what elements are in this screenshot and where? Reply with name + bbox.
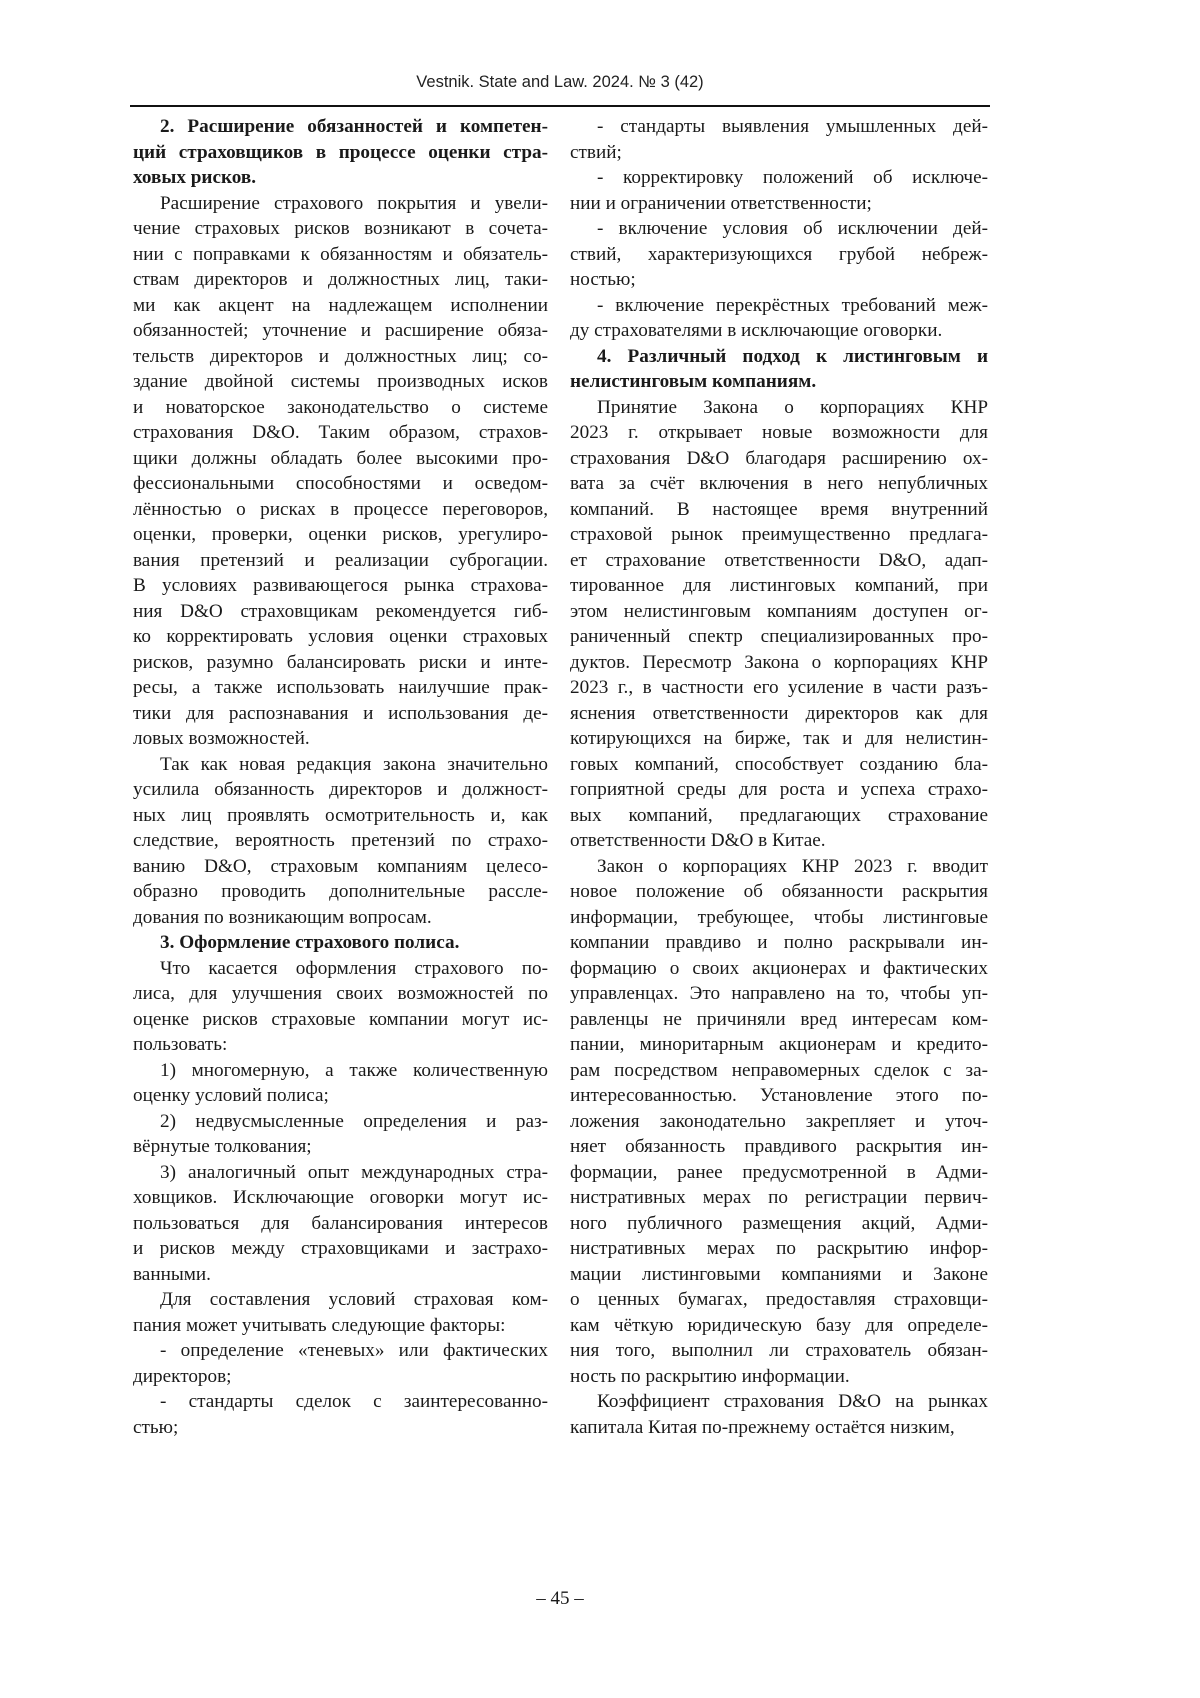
text-line: рам посредством неправомерных сделок с за-: [570, 1058, 988, 1084]
text-line: страхования D&O благодаря расширению ох-: [570, 446, 988, 472]
text-line: ванию D&O, страховым компаниям целесо-: [133, 854, 548, 880]
text-line: нии и ограничении ответственности;: [570, 191, 988, 217]
text-line: Принятие Закона о корпорациях КНР: [570, 395, 988, 421]
text-line: ность по раскрытию информации.: [570, 1364, 988, 1390]
text-line: дуктов. Пересмотр Закона о корпорациях КНР: [570, 650, 988, 676]
text-line: новое положение об обязанности раскрытия: [570, 879, 988, 905]
text-line: 1) многомерную, а также количественную: [133, 1058, 548, 1084]
text-line: - определение «теневых» или фактических: [133, 1338, 548, 1364]
text-line: мации листинговыми компаниями и Законе: [570, 1262, 988, 1288]
text-line: ет страхование ответственности D&O, адап-: [570, 548, 988, 574]
text-line: страховой рынок преимущественно предлага-: [570, 522, 988, 548]
text-line: - стандарты сделок с заинтересованно-: [133, 1389, 548, 1415]
text-line: - стандарты выявления умышленных дей-: [570, 114, 988, 140]
text-line: ствий, характеризующихся грубой небреж-: [570, 242, 988, 268]
header-rule: [130, 105, 990, 107]
text-line: чение страховых рисков возникают в сочета-: [133, 216, 548, 242]
paragraph: [133, 1109, 548, 1160]
text-line: 2023 г., в частности его усиление в части разъ-: [570, 675, 988, 701]
text-line: образно проводить дополнительные рассле-: [133, 879, 548, 905]
text-line: и новаторское законодательство о системе: [133, 395, 548, 421]
paragraph: [133, 191, 548, 752]
text-line: няет обязанность правдивого раскрытия ин-: [570, 1134, 988, 1160]
text-line: ностью;: [570, 267, 988, 293]
text-line: ховых рисков.: [133, 165, 548, 191]
text-line: пользовать:: [133, 1032, 548, 1058]
text-line: вёрнутые толкования;: [133, 1134, 548, 1160]
text-line: ловых возможностей.: [133, 726, 548, 752]
paragraph: [133, 1338, 548, 1389]
text-line: 2) недвусмысленные определения и раз-: [133, 1109, 548, 1135]
text-line: ко корректировать условия оценки страховых: [133, 624, 548, 650]
text-line: - включение условия об исключении дей-: [570, 216, 988, 242]
text-line: 2023 г. открывает новые возможности для: [570, 420, 988, 446]
text-line: оценке рисков страховые компании могут ис-: [133, 1007, 548, 1033]
paragraph: [570, 395, 988, 854]
text-line: директоров;: [133, 1364, 548, 1390]
text-line: рисков, разумно балансировать риски и инте-: [133, 650, 548, 676]
text-line: 3) аналогичный опыт международных стра-: [133, 1160, 548, 1186]
paragraph: [570, 114, 988, 165]
text-line: о ценных бумагах, предоставляя страховщи-: [570, 1287, 988, 1313]
text-line: Коэффициент страхования D&O на рынках: [570, 1389, 988, 1415]
text-line: компании правдиво и полно раскрывали ин-: [570, 930, 988, 956]
text-line: ного публичного размещения акций, Адми-: [570, 1211, 988, 1237]
text-line: лиса, для улучшения своих возможностей по: [133, 981, 548, 1007]
text-line: вания претензий и реализации суброгации.: [133, 548, 548, 574]
text-line: ресы, а также использовать наилучшие прак-: [133, 675, 548, 701]
text-line: нии с поправками к обязанностям и обязатель-: [133, 242, 548, 268]
text-line: - корректировку положений об исключе-: [570, 165, 988, 191]
text-line: ванными.: [133, 1262, 548, 1288]
text-line: ния D&O страховщикам рекомендуется гиб-: [133, 599, 548, 625]
text-line: нистративных мерах по раскрытию инфор-: [570, 1236, 988, 1262]
text-line: формации, ранее предусмотренной в Адми-: [570, 1160, 988, 1186]
text-line: здание двойной системы производных исков: [133, 369, 548, 395]
text-line: равленцы не причиняли вред интересам ком-: [570, 1007, 988, 1033]
text-line: котирующихся на бирже, так и для нелистин-: [570, 726, 988, 752]
paragraph: [570, 216, 988, 293]
text-line: - включение перекрёстных требований меж-: [570, 293, 988, 319]
text-line: оценку условий полиса;: [133, 1083, 548, 1109]
text-line: ду страхователями в исключающие оговорки.: [570, 318, 988, 344]
text-line: ций страховщиков в процессе оценки стра-: [133, 140, 548, 166]
text-line: капитала Китая по-прежнему остаётся низким,: [570, 1415, 988, 1441]
text-line: Расширение страхового покрытия и увели-: [133, 191, 548, 217]
paragraph: [133, 956, 548, 1058]
running-header: Vestnik. State and Law. 2024. № 3 (42): [130, 73, 990, 92]
text-line: обязанностей; уточнение и расширение обяза-: [133, 318, 548, 344]
text-line: 4. Различный подход к листинговым и: [570, 344, 988, 370]
text-line: яснения ответственности директоров как для: [570, 701, 988, 727]
text-line: В условиях развивающегося рынка страхова-: [133, 573, 548, 599]
text-line: пании, миноритарным акционерам и кредито-: [570, 1032, 988, 1058]
text-line: ответственности D&O в Китае.: [570, 828, 988, 854]
text-line: 2. Расширение обязанностей и компетен-: [133, 114, 548, 140]
text-line: нелистинговым компаниям.: [570, 369, 988, 395]
right-column: [570, 114, 988, 1440]
paragraph: [133, 1287, 548, 1338]
paragraph: [133, 1389, 548, 1440]
text-line: дования по возникающим вопросам.: [133, 905, 548, 931]
text-line: стью;: [133, 1415, 548, 1441]
text-line: щики должны обладать более высокими про-: [133, 446, 548, 472]
section-heading: [570, 344, 988, 395]
section-heading: [133, 114, 548, 191]
paragraph: [133, 1160, 548, 1288]
paragraph: [570, 293, 988, 344]
text-line: этом нелистинговым компаниям доступен ог-: [570, 599, 988, 625]
text-line: тированное для листинговых компаний, при: [570, 573, 988, 599]
text-line: Что касается оформления страхового по-: [133, 956, 548, 982]
text-line: нистративных мерах по регистрации первич-: [570, 1185, 988, 1211]
text-line: лённостью о рисках в процессе переговоров,: [133, 497, 548, 523]
text-line: тики для распознавания и использования де-: [133, 701, 548, 727]
text-line: ховщиков. Исключающие оговорки могут ис-: [133, 1185, 548, 1211]
text-line: пользоваться для балансирования интересов: [133, 1211, 548, 1237]
text-line: оценки, проверки, оценки рисков, урегулиро-: [133, 522, 548, 548]
text-line: раниченный спектр специализированных про-: [570, 624, 988, 650]
paragraph: [570, 165, 988, 216]
text-line: следствие, вероятность претензий по страхо-: [133, 828, 548, 854]
text-line: кам чёткую юридическую базу для определе-: [570, 1313, 988, 1339]
paragraph: [570, 854, 988, 1390]
text-line: информации, требующее, чтобы листинговые: [570, 905, 988, 931]
paragraph: [133, 1058, 548, 1109]
text-line: ми как акцент на надлежащем исполнении: [133, 293, 548, 319]
text-line: 3. Оформление страхового полиса.: [133, 930, 548, 956]
text-line: формацию о своих акционерах и фактических: [570, 956, 988, 982]
text-line: Закон о корпорациях КНР 2023 г. вводит: [570, 854, 988, 880]
section-heading: [133, 930, 548, 956]
text-line: говых компаний, способствует созданию бла-: [570, 752, 988, 778]
text-line: страхования D&O. Таким образом, страхов-: [133, 420, 548, 446]
text-line: вата за счёт включения в него непубличных: [570, 471, 988, 497]
paragraph: [133, 752, 548, 931]
text-line: интересованностью. Установление этого по-: [570, 1083, 988, 1109]
text-line: усилила обязанность директоров и должност-: [133, 777, 548, 803]
text-line: управленцах. Это направлено на то, чтобы уп-: [570, 981, 988, 1007]
paragraph: [570, 1389, 988, 1440]
text-line: ствий;: [570, 140, 988, 166]
text-line: Для составления условий страховая ком-: [133, 1287, 548, 1313]
text-line: ствам директоров и должностных лиц, таки-: [133, 267, 548, 293]
left-column: [133, 114, 548, 1440]
text-line: ния того, выполнил ли страхователь обязан-: [570, 1338, 988, 1364]
text-line: тельств директоров и должностных лиц; со-: [133, 344, 548, 370]
text-line: и рисков между страховщиками и застрахо-: [133, 1236, 548, 1262]
text-line: ных лиц проявлять осмотрительность и, как: [133, 803, 548, 829]
text-line: вых компаний, предлагающих страхование: [570, 803, 988, 829]
text-line: пания может учитывать следующие факторы:: [133, 1313, 548, 1339]
page-number: – 45 –: [130, 1588, 990, 1610]
text-line: Так как новая редакция закона значительно: [133, 752, 548, 778]
text-line: фессиональными способностями и осведом-: [133, 471, 548, 497]
text-line: компаний. В настоящее время внутренний: [570, 497, 988, 523]
text-line: гоприятной среды для роста и успеха страхо-: [570, 777, 988, 803]
text-line: ложения законодательно закрепляет и уточ-: [570, 1109, 988, 1135]
